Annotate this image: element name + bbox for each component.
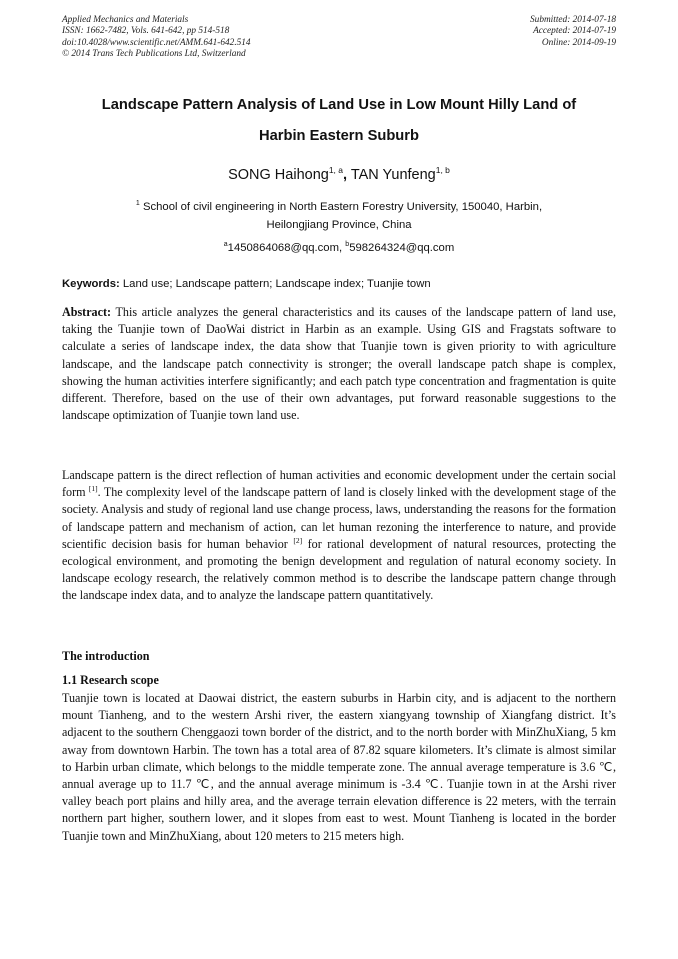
email-b-marker: b [345,241,350,248]
research-scope-paragraph: Tuanjie town is located at Daowai district, the eastern suburbs in Harbin city, and is adjacent to the northern mount Tianheng, and to the western Arshi river, the eastern xiangyang township of Xiangfang district. It’s adjacent to the southern Chenggaozi town border of the district, and to the north border with MinZhuXiang, 5 km away from downtown Harbin. The town has a total area of 87.82 square kilometers. It’s climate is almost similar to Harbin urban climate, which belongs to the middle temperate zone. The annual average temperature is 3.6 ℃, annual average up to 11.7 ℃, and the annual average minimum is -3.4 ℃. Tuanjie town in at the Arshi river valley beach port plains and hilly area, and the average terrain elevation difference is 22 meters, with the terrain northern part higher, southern lower, and it slopes from east to west. Mount Tianheng is located in the border Tuanjie town and MinZhuXiang, about 120 meters to 215 meters high. [62,691,616,843]
author-emails [62,236,616,257]
online-date: Online: 2014-09-19 [541,37,616,48]
keywords-text: Land use; Landscape pattern; Landscape index; Tuanjie town [119,278,431,290]
abstract-text: This article analyzes the general characteristics and its causes of the landscape pattern of land use, taking the Tuanjie town of DaoWai district in Harbin as an example. Using GIS and Fragstats software to calculate a series of landscape index, the data show that Tuanjie town is given priority to with agriculture landscape, and the landscape patch connectivity is stronger; the overall landscape patch shape is complex, showing the human activities interfere significantly; and each patch type concentration and fragmentation is quite different. Therefore, based on the use of their own advantages, put forward reasonable suggestions to the landscape optimization of Tuanjie town land use. [62,305,616,423]
journal-name: Applied Mechanics and Materials [62,15,189,25]
email-b[interactable]: 598264324@qq.com [349,241,455,254]
email-a[interactable]: 1450864068@qq.com, [227,241,343,254]
doi: doi:10.4028/www.scientific.net/AMM.641-642.514 [62,37,251,48]
author-list [62,160,616,185]
header-right [530,15,616,49]
citation-2[interactable]: [2] [293,535,303,545]
journal-header [62,15,616,67]
affiliation-marker: 1 [135,200,140,207]
author-separator: , [343,166,348,183]
title-line-1: Landscape Pattern Analysis of Land Use in Low Mount Hilly Land of [101,97,577,113]
intro-text-2: . The complexity level of the landscape pattern of land is closely linked with the development stage of the society. Analysis and study of regional land use change process, laws, understanding the reasons for the formation of landscape pattern and mechanism of action, can let human rezoning the interference to nature, and provide scientific decision basis for human behavior [62,485,616,551]
section-heading-introduction: The introduction [62,649,150,663]
affiliation [62,195,616,235]
submitted-date: Submitted: 2014-07-18 [530,15,616,25]
abstract [62,304,616,424]
email-a-marker: a [223,241,228,248]
author-1-sup: 1, a [328,165,344,175]
intro-text-3: for rational development of natural resources, protecting the ecological environment, and promoting the benign development and regulation of natural economy society. In landscape ecology research, the relatively common method is to describe the landscape pattern change through the landscape index data, and to analyze the landscape pattern quantitatively. [62,536,616,603]
affiliation-line-1 [62,195,616,216]
affiliation-text-1: School of civil engineering in North Eastern Forestry University, 150040, Harbin, [139,200,543,213]
header-left [62,15,251,61]
affiliation-line-2: Heilongjiang Province, China [266,219,412,232]
issn: ISSN: 1662-7482, Vols. 641-642, pp 514-518 [62,26,230,37]
intro-paragraph [62,467,616,605]
author-1: SONG Haihong [228,166,329,183]
intro-text-1: Landscape pattern is the direct reflection of human activities and economic development under the certain social form [62,468,616,500]
keywords-label: Keywords: [62,278,120,290]
author-2-sup: 1, b [435,165,450,175]
citation-1[interactable]: [1] [88,484,98,494]
keywords [62,275,616,293]
title-line-2: Harbin Eastern Suburb [259,128,419,144]
author-2: TAN Yunfeng [347,166,436,183]
paper-title [62,90,616,152]
subsection-heading-research-scope: 1.1 Research scope [62,673,159,687]
abstract-label: Abstract: [62,305,112,319]
accepted-date: Accepted: 2014-07-19 [533,26,616,37]
copyright: © 2014 Trans Tech Publications Ltd, Switzerland [62,49,246,60]
